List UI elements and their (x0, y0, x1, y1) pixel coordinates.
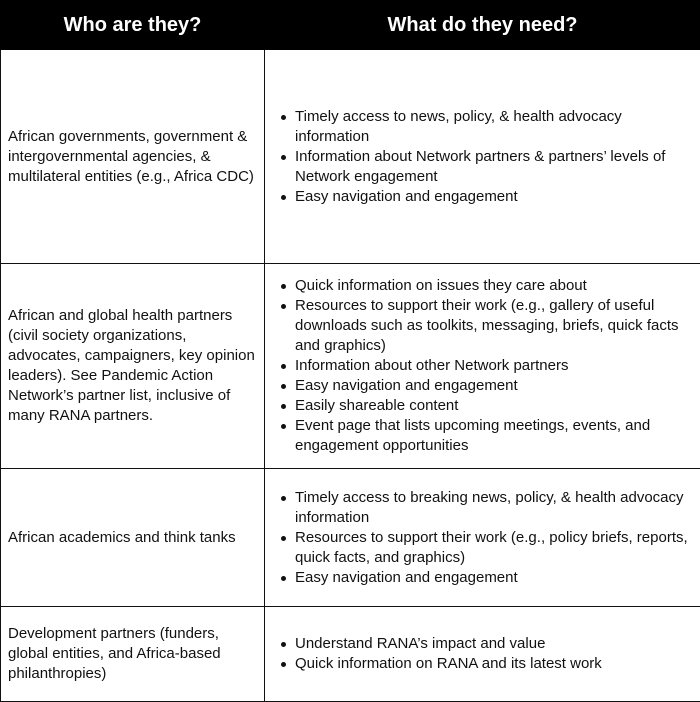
table-row (1, 607, 700, 702)
needs-cell (265, 469, 700, 607)
header-who: Who are they? (1, 1, 265, 50)
list-item: Information about Network partners & partners’ levels of Network engagement (295, 147, 692, 187)
audience-cell: African academics and think tanks (1, 469, 265, 607)
list-item: Timely access to news, policy, & health advocacy information (295, 107, 692, 147)
needs-cell (265, 264, 700, 469)
table-body (1, 50, 700, 702)
table-row (1, 50, 700, 264)
list-item: Information about other Network partners (295, 356, 692, 376)
list-item: Quick information on issues they care about (295, 276, 692, 296)
needs-list (273, 634, 692, 674)
header-row (1, 1, 700, 50)
list-item: Easily shareable content (295, 396, 692, 416)
table-row (1, 264, 700, 469)
list-item: Easy navigation and engagement (295, 187, 692, 207)
table-header (1, 1, 700, 50)
table-row (1, 469, 700, 607)
header-need: What do they need? (265, 1, 700, 50)
needs-cell (265, 50, 700, 264)
list-item: Quick information on RANA and its latest work (295, 654, 692, 674)
list-item: Resources to support their work (e.g., policy briefs, reports, quick facts, and graphics) (295, 528, 692, 568)
needs-cell (265, 607, 700, 702)
list-item: Easy navigation and engagement (295, 376, 692, 396)
list-item: Event page that lists upcoming meetings, events, and engagement opportunities (295, 416, 692, 456)
needs-list (273, 488, 692, 588)
list-item: Easy navigation and engagement (295, 568, 692, 588)
audience-cell: African and global health partners (civil society organizations, advocates, campaigners, key opinion leaders). See Pandemic Action Network’s partner list, inclusive of many RANA partners. (1, 264, 265, 469)
audience-cell: African governments, government & intergovernmental agencies, & multilateral entities (e.g., Africa CDC) (1, 50, 265, 264)
audience-cell: Development partners (funders, global entities, and Africa-based philanthropies) (1, 607, 265, 702)
needs-list (273, 276, 692, 456)
list-item: Understand RANA’s impact and value (295, 634, 692, 654)
needs-list (273, 107, 692, 207)
list-item: Timely access to breaking news, policy, & health advocacy information (295, 488, 692, 528)
list-item: Resources to support their work (e.g., gallery of useful downloads such as toolkits, messaging, briefs, quick facts and graphics) (295, 296, 692, 356)
